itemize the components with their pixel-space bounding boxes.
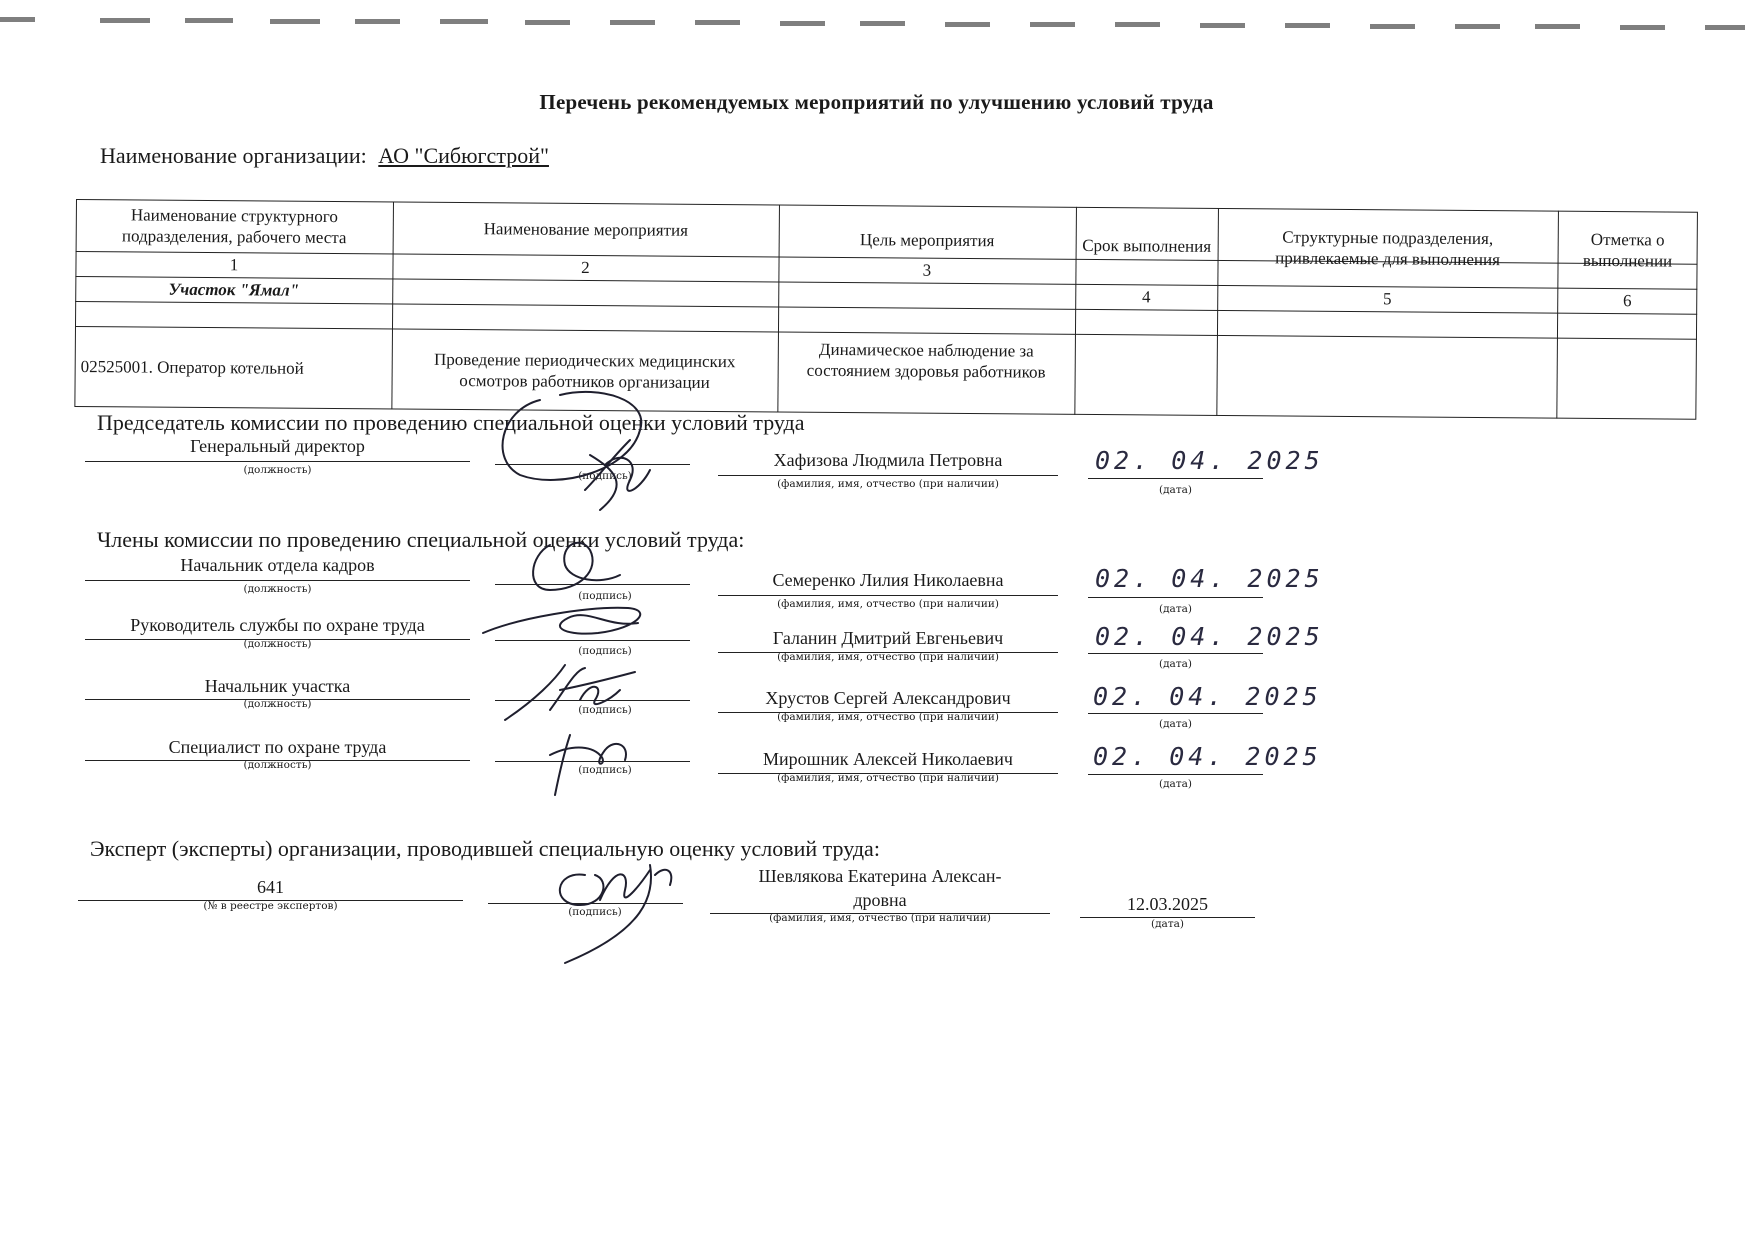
caption-date: (дата) bbox=[1151, 918, 1184, 930]
caption-signature: (подпись) bbox=[578, 590, 632, 602]
row-workplace: 02525001. Оператор котельной bbox=[80, 357, 304, 378]
chairman-name: Хафизова Людмила Петровна bbox=[773, 450, 1003, 470]
caption-fio: (фамилия, имя, отчество (при наличии) bbox=[777, 772, 999, 784]
organization-line bbox=[100, 143, 549, 169]
member-signature bbox=[478, 598, 653, 648]
column-number: 1 bbox=[229, 255, 239, 275]
chairman-position: Генеральный директор bbox=[190, 436, 365, 456]
member-name: Мирошник Алексей Николаевич bbox=[763, 749, 1013, 769]
caption-signature: (подпись) bbox=[578, 470, 632, 482]
member-position: Начальник участка bbox=[204, 676, 351, 696]
caption-signature: (подпись) bbox=[578, 645, 632, 657]
caption-fio: (фамилия, имя, отчество (при наличии) bbox=[777, 598, 999, 610]
column-number: 5 bbox=[1382, 289, 1392, 309]
organization-value: АО "Сибюгстрой" bbox=[378, 143, 549, 168]
caption-signature: (подпись) bbox=[568, 906, 622, 918]
expert-date: 12.03.2025 bbox=[1127, 894, 1208, 914]
members-heading: Члены комиссии по проведению специальной оценки условий труда: bbox=[97, 527, 745, 552]
header-measure: Наименование мероприятия bbox=[483, 218, 689, 240]
chairman-signature bbox=[480, 380, 680, 520]
caption-position: (должность) bbox=[243, 759, 312, 771]
member-name: Галанин Дмитрий Евгеньевич bbox=[772, 628, 1004, 648]
member-signature bbox=[495, 660, 645, 725]
member-date: 02. 04. 2025 bbox=[1095, 564, 1324, 593]
caption-fio: (фамилия, имя, отчество (при наличии) bbox=[777, 711, 999, 723]
caption-date: (дата) bbox=[1159, 603, 1192, 615]
caption-position: (должность) bbox=[243, 698, 312, 710]
header-deadline: Срок выполнения bbox=[1082, 235, 1212, 256]
expert-name-line2: дровна bbox=[853, 890, 907, 910]
caption-signature: (подпись) bbox=[578, 704, 632, 716]
header-departments: Структурные подразделения, привлекаемые для выполнения bbox=[1275, 226, 1501, 269]
member-signature bbox=[520, 535, 630, 605]
expert-name-line1: Шевлякова Екатерина Алексан- bbox=[758, 866, 1002, 886]
expert-registry-number: 641 bbox=[257, 877, 284, 897]
chairman-heading: Председатель комиссии по проведению специальной оценки условий труда bbox=[97, 410, 805, 435]
member-signature bbox=[530, 720, 650, 800]
row-completion-mark bbox=[1556, 338, 1697, 420]
header-completion-mark: Отметка о выполнении bbox=[1582, 229, 1673, 271]
member-position: Специалист по охране труда bbox=[168, 737, 387, 757]
row-measure: Проведение периодических медицинских осмотров работников организации bbox=[433, 349, 736, 392]
caption-fio: (фамилия, имя, отчество (при наличии) bbox=[777, 651, 999, 663]
organization-label: Наименование организации: bbox=[100, 143, 367, 168]
chairman-date: 02. 04. 2025 bbox=[1095, 446, 1324, 475]
caption-position: (должность) bbox=[243, 583, 312, 595]
header-goal: Цель мероприятия bbox=[859, 229, 995, 250]
column-number: 3 bbox=[922, 260, 932, 280]
caption-date: (дата) bbox=[1159, 658, 1192, 670]
caption-position: (должность) bbox=[243, 638, 312, 650]
caption-fio: (фамилия, имя, отчество (при наличии) bbox=[769, 912, 991, 924]
row-departments bbox=[1216, 335, 1557, 419]
column-number: 2 bbox=[581, 257, 590, 278]
row-goal: Динамическое наблюдение за состоянием здоровья работников bbox=[806, 339, 1046, 382]
member-date: 02. 04. 2025 bbox=[1095, 622, 1324, 651]
header-workplace: Наименование структурного подразделения, рабочего места bbox=[121, 205, 347, 248]
member-date: 02. 04. 2025 bbox=[1093, 682, 1322, 711]
member-name: Хрустов Сергей Александрович bbox=[765, 688, 1011, 708]
member-position: Начальник отдела кадров bbox=[180, 555, 375, 575]
caption-fio: (фамилия, имя, отчество (при наличии) bbox=[777, 478, 999, 490]
member-name: Семеренко Лилия Николаевна bbox=[772, 570, 1004, 590]
caption-registry: (№ в реестре экспертов) bbox=[203, 900, 338, 912]
scan-edge-marks bbox=[0, 0, 1753, 40]
document-title: Перечень рекомендуемых мероприятий по улучшению условий труда bbox=[539, 90, 1214, 114]
caption-date: (дата) bbox=[1159, 484, 1192, 496]
column-number: 4 bbox=[1141, 287, 1151, 307]
expert-signature bbox=[545, 845, 685, 965]
expert-heading: Эксперт (эксперты) организации, проводившей специальную оценку условий труда: bbox=[90, 836, 880, 861]
measures-table bbox=[74, 199, 1698, 420]
member-date: 02. 04. 2025 bbox=[1093, 742, 1322, 771]
caption-position: (должность) bbox=[243, 464, 312, 476]
column-number: 6 bbox=[1622, 291, 1632, 311]
caption-signature: (подпись) bbox=[578, 764, 632, 776]
member-position: Руководитель службы по охране труда bbox=[130, 615, 425, 635]
row-deadline bbox=[1074, 334, 1217, 416]
caption-date: (дата) bbox=[1159, 778, 1192, 790]
caption-date: (дата) bbox=[1159, 718, 1192, 730]
section-label: Участок "Ямал" bbox=[168, 279, 300, 300]
